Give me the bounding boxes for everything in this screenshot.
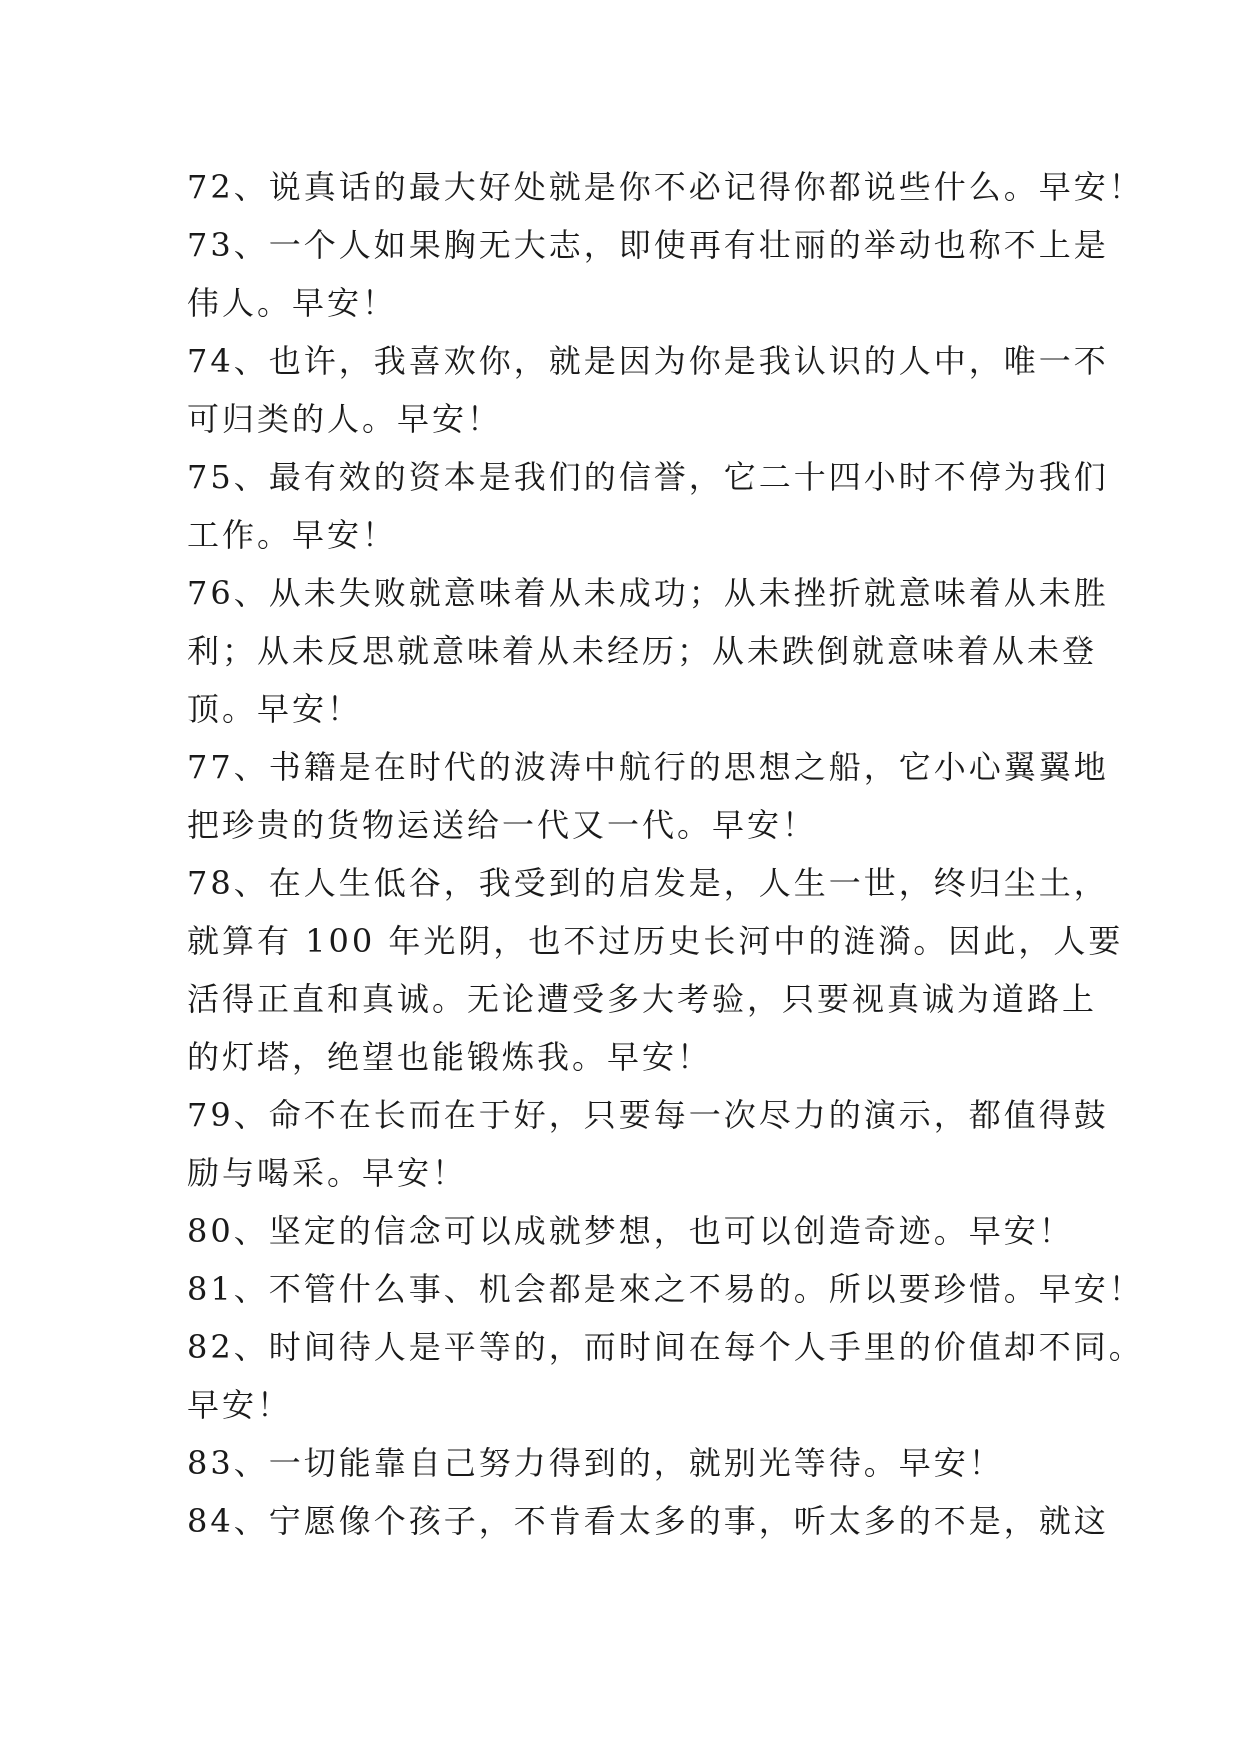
text-line: 72、说真话的最大好处就是你不必记得你都说些什么。早安！: [187, 168, 1144, 206]
text-line: 顶。早安！: [187, 690, 363, 728]
text-line: 79、命不在长而在于好，只要每一次尽力的演示，都值得鼓: [187, 1096, 1109, 1134]
text-line: 活得正直和真诚。无论遭受多大考验，只要视真诚为道路上: [187, 980, 1098, 1018]
text-line: 就算有 100 年光阴，也不过历史长河中的涟漪。因此，人要: [187, 922, 1124, 960]
text-line: 把珍贵的货物运送给一代又一代。早安！: [187, 806, 818, 844]
text-line: 利；从未反思就意味着从未经历；从未跌倒就意味着从未登: [187, 632, 1098, 670]
text-line: 的灯塔，绝望也能锻炼我。早安！: [187, 1038, 713, 1076]
document-body: [187, 158, 1144, 1550]
text-line: 73、一个人如果胸无大志，即使再有壮丽的举动也称不上是: [187, 226, 1109, 264]
text-line: 76、从未失败就意味着从未成功；从未挫折就意味着从未胜: [187, 574, 1109, 612]
text-line: 78、在人生低谷，我受到的启发是，人生一世，终归尘土，: [187, 864, 1109, 902]
text-line: 早安！: [187, 1386, 293, 1424]
text-line: 74、也许，我喜欢你，就是因为你是我认识的人中，唯一不: [187, 342, 1109, 380]
text-line: 可归类的人。早安！: [187, 400, 503, 438]
text-line: 75、最有效的资本是我们的信誉，它二十四小时不停为我们: [187, 458, 1109, 496]
text-line: 84、宁愿像个孩子，不肯看太多的事，听太多的不是，就这: [187, 1502, 1109, 1540]
text-line: 伟人。早安！: [187, 284, 398, 322]
text-line: 77、书籍是在时代的波涛中航行的思想之船，它小心翼翼地: [187, 748, 1109, 786]
text-line: 励与喝采。早安！: [187, 1154, 468, 1192]
text-line: 83、一切能靠自己努力得到的，就别光等待。早安！: [187, 1444, 1004, 1482]
text-line: 81、不管什么事、机会都是來之不易的。所以要珍惜。早安！: [187, 1270, 1144, 1308]
text-line: 82、时间待人是平等的，而时间在每个人手里的价值却不同。: [187, 1328, 1144, 1366]
text-line: 80、坚定的信念可以成就梦想，也可以创造奇迹。早安！: [187, 1212, 1074, 1250]
text-line: 工作。早安！: [187, 516, 398, 554]
